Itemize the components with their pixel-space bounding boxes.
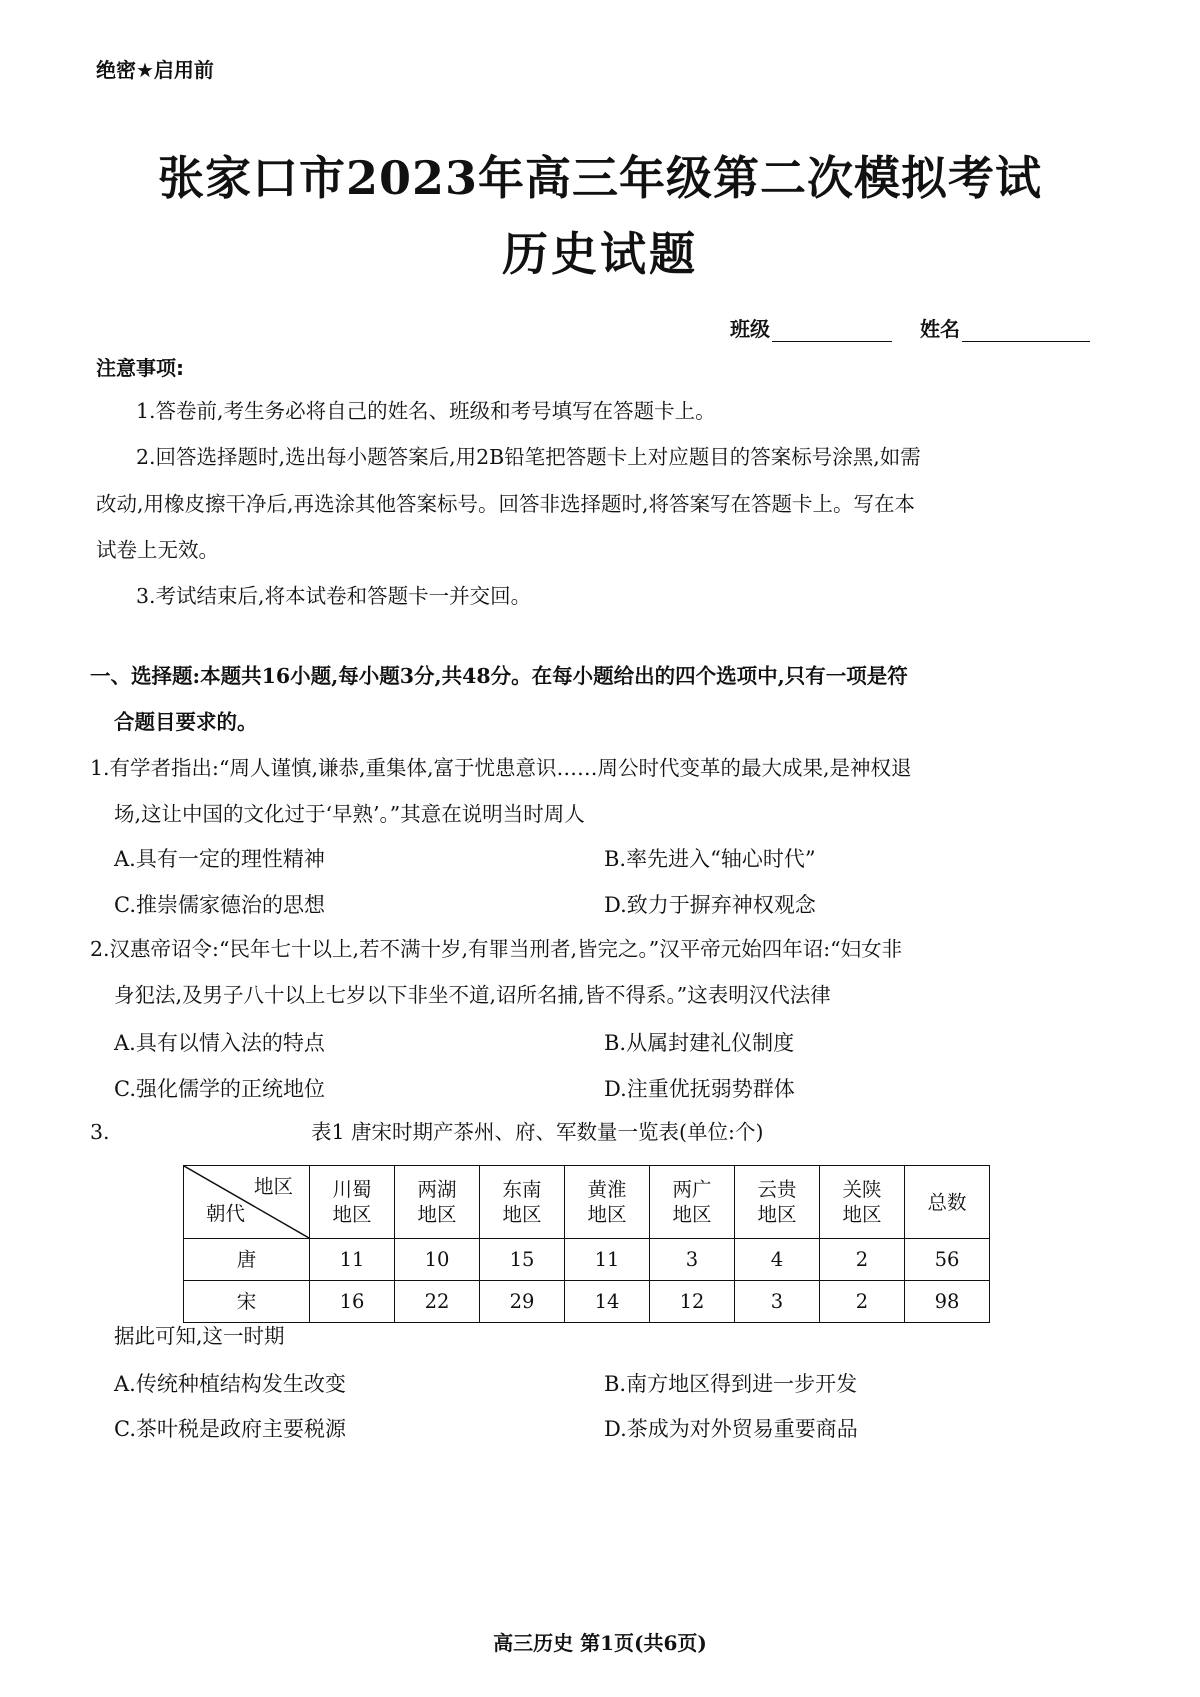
page-footer: 高三历史 第1页(共6页) xyxy=(493,1631,707,1655)
table-cell: 98 xyxy=(905,1281,990,1323)
table-cell: 4 xyxy=(735,1239,820,1281)
q3-option-d[interactable]: D.茶成为对外贸易重要商品 xyxy=(604,1417,858,1441)
tea-production-table xyxy=(183,1165,990,1323)
subject-title: 历史试题 xyxy=(502,227,698,281)
q2-stem-line-2: 身犯法,及男子八十以上七岁以下非坐不道,诏所名捕,皆不得系。”这表明汉代法律 xyxy=(114,983,831,1007)
table-cell: 56 xyxy=(905,1239,990,1281)
class-blank[interactable] xyxy=(772,321,892,342)
column-header-total: 总数 xyxy=(905,1166,990,1239)
q3-option-c[interactable]: C.茶叶税是政府主要税源 xyxy=(114,1417,346,1441)
table-cell: 22 xyxy=(395,1281,480,1323)
column-header: 关陕 地区 xyxy=(820,1166,905,1239)
notice-heading: 注意事项: xyxy=(96,356,184,380)
table-cell: 10 xyxy=(395,1239,480,1281)
column-header: 川蜀 地区 xyxy=(310,1166,395,1239)
table-cell: 16 xyxy=(310,1281,395,1323)
q1-option-d[interactable]: D.致力于摒弃神权观念 xyxy=(604,893,816,917)
table-row xyxy=(184,1281,990,1323)
corner-dynasty-label: 朝代 xyxy=(206,1202,246,1225)
q2-option-d[interactable]: D.注重优抚弱势群体 xyxy=(604,1077,795,1101)
table-corner-cell xyxy=(184,1166,310,1239)
q2-option-a[interactable]: A.具有以情入法的特点 xyxy=(114,1031,325,1055)
table-cell: 2 xyxy=(820,1281,905,1323)
table-cell: 11 xyxy=(565,1239,650,1281)
q1-option-b[interactable]: B.率先进入“轴心时代” xyxy=(604,847,816,871)
notice-item-1: 1.答卷前,考生务必将自己的姓名、班级和考号填写在答题卡上。 xyxy=(136,399,716,423)
notice-item-3: 3.考试结束后,将本试卷和答题卡一并交回。 xyxy=(136,584,532,608)
table-cell: 2 xyxy=(820,1239,905,1281)
table-cell: 12 xyxy=(650,1281,735,1323)
q1-option-c[interactable]: C.推崇儒家德治的思想 xyxy=(114,893,325,917)
notice-item-2-line-3: 试卷上无效。 xyxy=(96,538,219,562)
row-dynasty: 宋 xyxy=(184,1281,310,1323)
section-1-instructions-cont: 合题目要求的。 xyxy=(114,710,258,734)
table-cell: 14 xyxy=(565,1281,650,1323)
q3-number: 3. xyxy=(90,1120,110,1144)
table-header-row xyxy=(184,1166,990,1239)
table-cell: 3 xyxy=(735,1281,820,1323)
q3-stem: 据此可知,这一时期 xyxy=(114,1324,285,1348)
q1-stem-line-2: 场,这让中国的文化过于‘早熟’。”其意在说明当时周人 xyxy=(114,802,585,826)
table-cell: 11 xyxy=(310,1239,395,1281)
column-header: 两广 地区 xyxy=(650,1166,735,1239)
row-dynasty: 唐 xyxy=(184,1239,310,1281)
q2-stem-line-1: 2.汉惠帝诏令:“民年七十以上,若不满十岁,有罪当刑者,皆完之。”汉平帝元始四年诏:“妇女非 xyxy=(90,937,903,961)
class-label: 班级 xyxy=(730,317,770,341)
name-blank[interactable] xyxy=(962,321,1090,342)
table-cell: 15 xyxy=(480,1239,565,1281)
student-info-fields xyxy=(730,313,1090,342)
q2-option-c[interactable]: C.强化儒学的正统地位 xyxy=(114,1077,325,1101)
section-1-instructions: 一、选择题:本题共16小题,每小题3分,共48分。在每小题给出的四个选项中,只有一项是符 xyxy=(90,664,908,688)
table-cell: 29 xyxy=(480,1281,565,1323)
name-label: 姓名 xyxy=(920,317,960,341)
column-header: 云贵 地区 xyxy=(735,1166,820,1239)
q2-option-b[interactable]: B.从属封建礼仪制度 xyxy=(604,1031,795,1055)
q3-table-caption: 表1 唐宋时期产茶州、府、军数量一览表(单位:个) xyxy=(311,1120,764,1144)
q1-stem-line-1: 1.有学者指出:“周人谨慎,谦恭,重集体,富于忧患意识……周公时代变革的最大成果,是神权退 xyxy=(90,756,912,780)
column-header: 两湖 地区 xyxy=(395,1166,480,1239)
column-header: 东南 地区 xyxy=(480,1166,565,1239)
table-row xyxy=(184,1239,990,1281)
column-header: 黄淮 地区 xyxy=(565,1166,650,1239)
q1-option-a[interactable]: A.具有一定的理性精神 xyxy=(114,847,325,871)
notice-item-2-line-1: 2.回答选择题时,选出每小题答案后,用2B铅笔把答题卡上对应题目的答案标号涂黑,如需 xyxy=(136,445,921,469)
q3-option-b[interactable]: B.南方地区得到进一步开发 xyxy=(604,1372,858,1396)
q3-option-a[interactable]: A.传统种植结构发生改变 xyxy=(114,1372,346,1396)
notice-item-2-line-2: 改动,用橡皮擦干净后,再选涂其他答案标号。回答非选择题时,将答案写在答题卡上。写在本 xyxy=(96,492,916,516)
exam-title: 张家口市2023年高三年级第二次模拟考试 xyxy=(157,151,1043,205)
confidential-mark: 绝密★启用前 xyxy=(96,58,214,82)
table-cell: 3 xyxy=(650,1239,735,1281)
corner-region-label: 地区 xyxy=(253,1175,293,1198)
